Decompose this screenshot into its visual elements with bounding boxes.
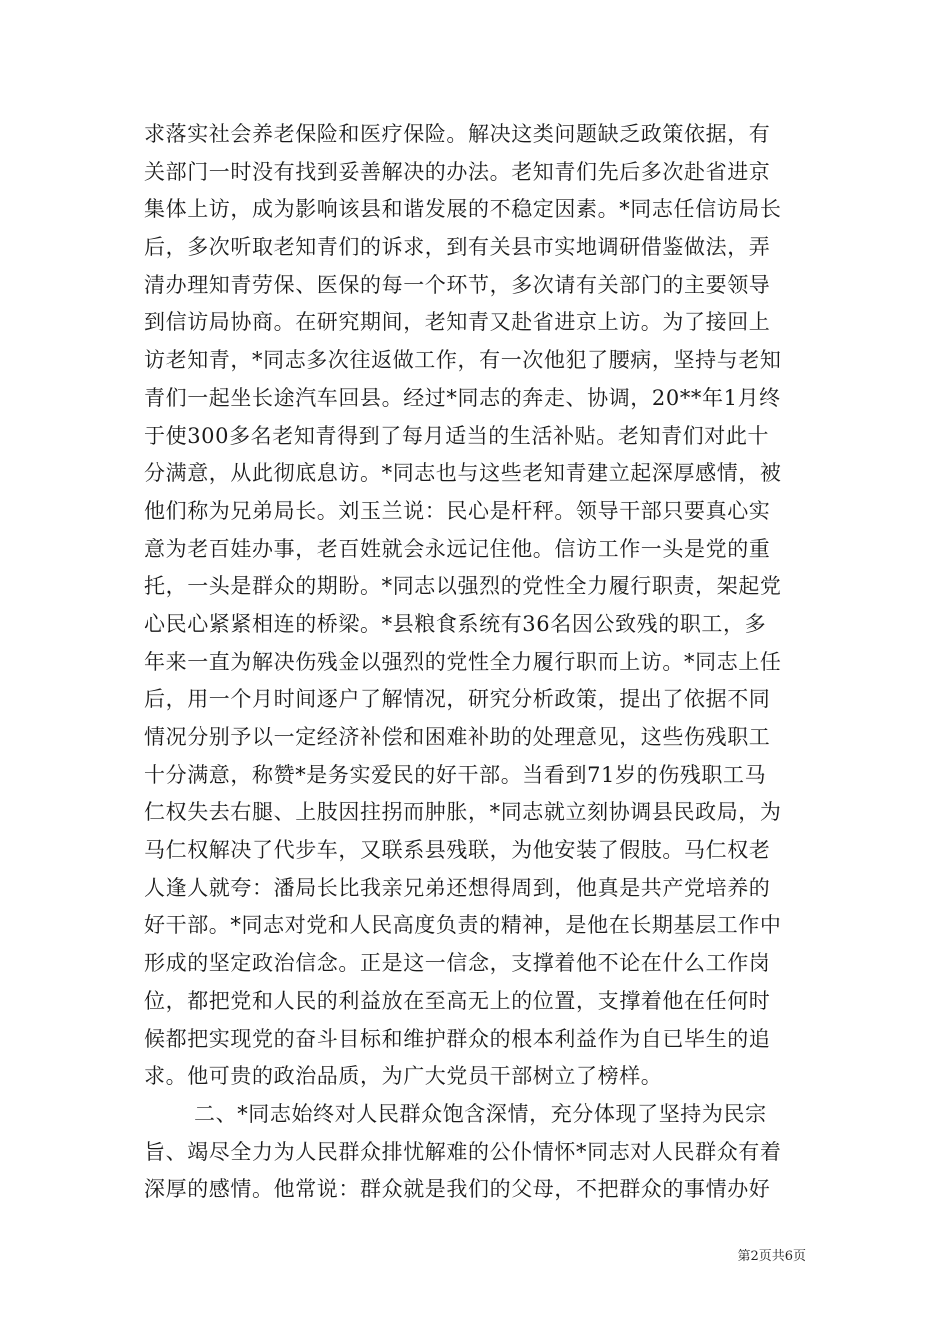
text-line: 后，用一个月时间逐户了解情况，研究分析政策，提出了依据不同	[144, 687, 771, 712]
text-line: 到信访局协商。在研究期间，老知青又赴省进京上访。为了接回上	[144, 310, 771, 335]
text-line: 形成的坚定政治信念。正是这一信念，支撑着他不论在什么工作岗	[144, 951, 771, 976]
text-line: 年来一直为解决伤残金以强烈的党性全力履行职而上访。*同志上任	[144, 649, 782, 674]
body-text	[144, 116, 808, 1209]
text-line: 意为老百娃办事，老百姓就会永远记住他。信访工作一头是党的重	[144, 536, 771, 561]
text-line: 情况分别予以一定经济补偿和困难补助的处理意见，这些伤残职工	[144, 725, 771, 749]
text-line: 心民心紧紧相连的桥梁。*县粮食系统有36名因公致残的职工，多	[144, 611, 767, 636]
text-line: 候都把实现党的奋斗目标和维护群众的根本利益作为自已毕生的追	[144, 1026, 771, 1051]
text-line: 他们称为兄弟局长。刘玉兰说：民心是杆秤。领导干部只要真心实	[144, 498, 771, 523]
text-line: 分满意，从此彻底息访。*同志也与这些老知青建立起深厚感情，被	[144, 461, 782, 486]
text-line: 清办理知青劳保、医保的每一个环节，多次请有关部门的主要领导	[144, 272, 771, 297]
text-line: 位，都把党和人民的利益放在至高无上的位置，支撑着他在任何时	[144, 988, 771, 1013]
text-line: 求落实社会养老保险和医疗保险。解决这类问题缺乏政策依据，有	[144, 122, 771, 146]
text-line: 青们一起坐长途汽车回县。经过*同志的奔走、协调，20**年1月终	[144, 385, 781, 410]
text-line: 集体上访，成为影响该县和谐发展的不稳定因素。*同志任信访局长	[144, 197, 782, 222]
text-line: 访老知青，*同志多次往返做工作，有一次他犯了腰病，坚持与老知	[144, 348, 782, 373]
text-line: 人逢人就夸：潘局长比我亲兄弟还想得周到，他真是共产党培养的	[144, 875, 771, 900]
text-line: 马仁权解决了代步车，又联系县残联，为他安装了假肢。马仁权老	[144, 838, 771, 863]
text-line: 后，多次听取老知青们的诉求，到有关县市实地调研借鉴做法，弄	[144, 235, 771, 260]
text-line: 于使300多名老知青得到了每月适当的生活补贴。老知青们对此十	[144, 423, 770, 448]
page-number: 第2页共6页	[737, 1249, 806, 1264]
text-line: 求。他可贵的政治品质，为广大党员干部树立了榜样。	[144, 1064, 663, 1089]
text-line: 好干部。*同志对党和人民高度负责的精神，是他在长期基层工作中	[144, 913, 782, 938]
text-line: 仁权失去右腿、上肢因拄拐而肿胀，*同志就立刻协调县民政局，为	[144, 800, 782, 825]
text-line: 托，一头是群众的期盼。*同志以强烈的党性全力履行职责，架起党	[144, 574, 782, 599]
text-line: 旨、竭尽全力为人民群众排忧解难的公仆情怀*同志对人民群众有着	[144, 1139, 782, 1164]
section-heading-line: 二、*同志始终对人民群众饱含深情，充分体现了坚持为民宗	[194, 1101, 767, 1126]
text-line: 十分满意，称赞*是务实爱民的好干部。当看到71岁的伤残职工马	[144, 762, 767, 787]
text-line: 深厚的感情。他常说：群众就是我们的父母，不把群众的事情办好	[144, 1177, 771, 1202]
text-line: 关部门一时没有找到妥善解决的办法。老知青们先后多次赴省进京	[144, 159, 771, 184]
